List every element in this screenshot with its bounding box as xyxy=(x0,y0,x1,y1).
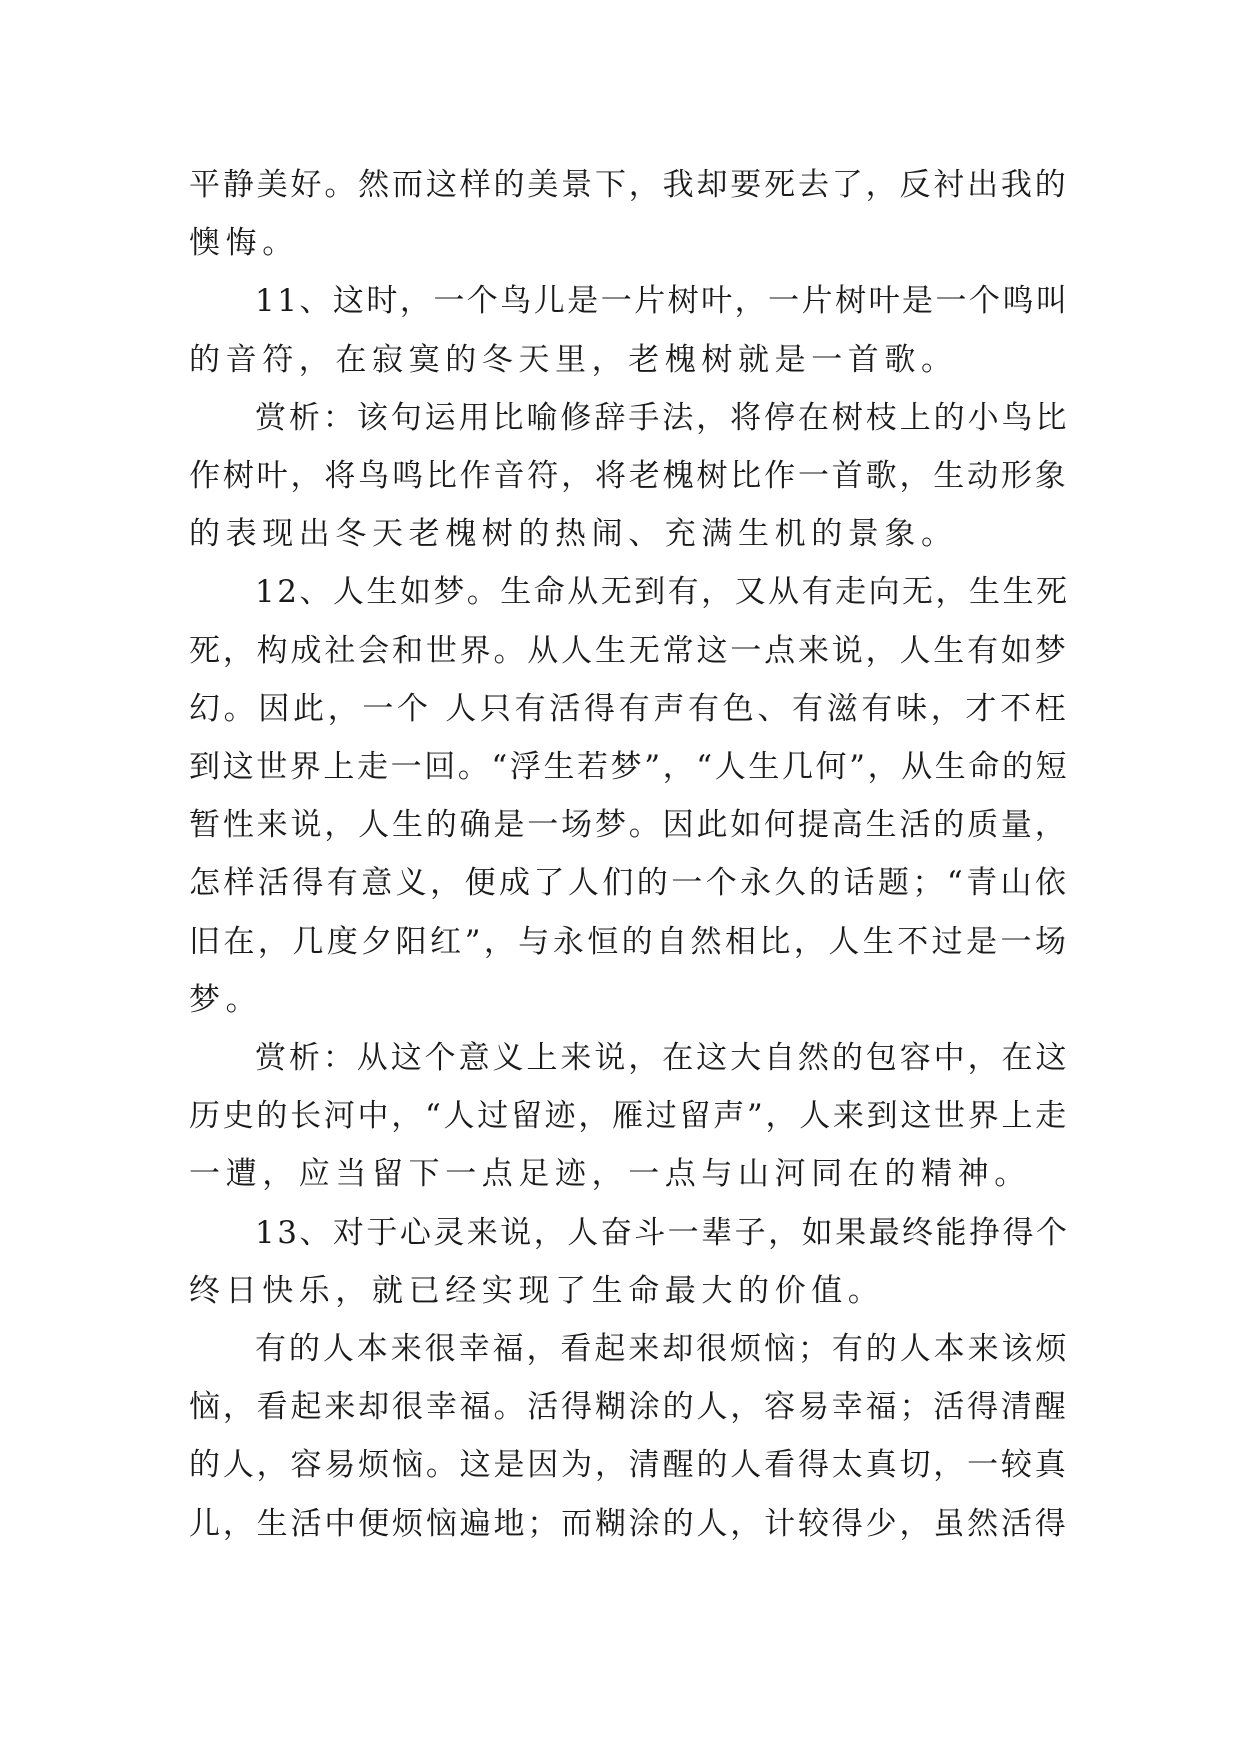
text-line: 平静美好。然而这样的美景下，我却要死去了，反衬出我的 xyxy=(189,167,1069,203)
text-line: 12、人生如梦。生命从无到有，又从有走向无，生生死 xyxy=(255,574,1070,611)
text-line: 到这世界上走一回。“浮生若梦”，“人生几何”，从生命的短 xyxy=(189,749,1070,786)
text-line: 梦。 xyxy=(189,981,263,1018)
text-line: 的音符，在寂寞的冬天里，老槐树就是一首歌。 xyxy=(189,341,958,378)
text-line: 的表现出冬天老槐树的热闹、充满生机的景象。 xyxy=(189,516,958,553)
text-line: 11、这时，一个鸟儿是一片树叶，一片树叶是一个鸣叫 xyxy=(255,283,1070,320)
text-line: 历史的长河中，“人过留迹，雁过留声”，人来到这世界上走 xyxy=(189,1098,1069,1135)
text-line: 作树叶，将鸟鸣比作音符，将老槐树比作一首歌，生动形象 xyxy=(189,458,1069,495)
text-line: 幻。因此，一个 人只有活得有声有色、有滋有味，才不枉 xyxy=(189,690,1070,727)
text-line: 赏析：从这个意义上来说，在这大自然的包容中，在这 xyxy=(255,1040,1070,1077)
text-line: 终日快乐，就已经实现了生命最大的价值。 xyxy=(189,1272,885,1309)
text-line: 恼，看起来却很幸福。活得糊涂的人，容易幸福；活得清醒 xyxy=(189,1389,1069,1426)
text-line: 暂性来说，人生的确是一场梦。因此如何提高生活的质量， xyxy=(189,807,1069,844)
text-line: 旧在，几度夕阳红”，与永恒的自然相比，人生不过是一场 xyxy=(189,923,1070,960)
text-line: 懊悔。 xyxy=(189,225,299,262)
text-line: 一遭，应当留下一点足迹，一点与山河同在的精神。 xyxy=(189,1156,1031,1193)
text-line: 赏析：该句运用比喻修辞手法，将停在树枝上的小鸟比 xyxy=(255,399,1070,436)
text-line: 有的人本来很幸福，看起来却很烦恼；有的人本来该烦 xyxy=(255,1331,1070,1368)
text-line: 死，构成社会和世界。从人生无常这一点来说，人生有如梦 xyxy=(189,632,1069,669)
text-line: 儿，生活中便烦恼遍地；而糊涂的人，计较得少，虽然活得 xyxy=(189,1505,1069,1542)
body-text xyxy=(189,156,1069,1553)
text-line: 怎样活得有意义，便成了人们的一个永久的话题；“青山依 xyxy=(189,865,1070,902)
text-line: 的人，容易烦恼。这是因为，清醒的人看得太真切，一较真 xyxy=(189,1447,1069,1484)
text-line: 13、对于心灵来说，人奋斗一辈子，如果最终能挣得个 xyxy=(255,1214,1070,1251)
